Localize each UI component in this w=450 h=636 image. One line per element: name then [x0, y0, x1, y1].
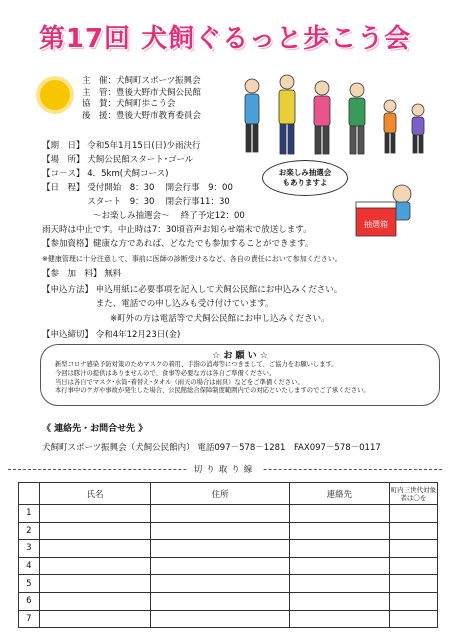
event-place: 【場 所】 犬飼公民館スタート･ゴール — [42, 155, 194, 165]
schedule-line-2: スタート 9：30 閉会行事11：30 — [42, 197, 230, 207]
row-number: 5 — [19, 575, 40, 593]
name-cell[interactable] — [39, 610, 150, 628]
three-gen-cell[interactable] — [389, 575, 437, 593]
name-cell[interactable] — [39, 557, 150, 575]
address-cell[interactable] — [151, 557, 290, 575]
three-gen-cell[interactable] — [389, 592, 437, 610]
address-cell[interactable] — [151, 610, 290, 628]
schedule-line-1: 【日 程】 受付開始 8：30 開会行事 9：00 — [42, 183, 233, 193]
cut-line-label: 切り取り線 — [188, 465, 263, 475]
event-date — [42, 140, 200, 152]
organizer-manager: 主 管：豊後大野市犬飼公民館 — [82, 87, 202, 98]
col-header-name: 氏名 — [39, 483, 150, 505]
contact-cell[interactable] — [290, 592, 390, 610]
method-line-1: 【申込方法】 申込用紙に必要事項を記入して犬飼公民館にお申込みください。 — [42, 285, 343, 295]
notice-line-4: 本行事中のケガや事故が発生した場合、公民館総合保障制度範囲内での対応といたしますのでご了承ください。 — [55, 387, 370, 395]
eligibility: 【参加資格】健康な方であれば、どなたでも参加することができます。 — [42, 239, 314, 249]
name-cell[interactable] — [39, 505, 150, 523]
name-cell[interactable] — [39, 575, 150, 593]
table-row — [19, 557, 438, 575]
contact-cell[interactable] — [290, 557, 390, 575]
three-gen-cell[interactable] — [389, 522, 437, 540]
contact-cell[interactable] — [290, 505, 390, 523]
sun-icon — [40, 80, 70, 110]
three-gen-cell[interactable] — [389, 505, 437, 523]
method-line-3: ※町外の方は電話等で犬飼公民館にお申し込みください。 — [42, 314, 330, 324]
table-row — [19, 522, 438, 540]
row-number: 1 — [19, 505, 40, 523]
application-form-table — [18, 482, 438, 628]
three-gen-cell[interactable] — [389, 540, 437, 558]
contact-details: 犬飼町スポーツ振興会（犬飼公民館内） 電話097－578－1281 FAX097－578－0117 — [42, 443, 381, 453]
bubble-line-2: もありますよ — [282, 178, 328, 187]
schedule-line-3: ～お楽しみ抽選会～ 終了予定12：00 — [42, 211, 245, 221]
address-cell[interactable] — [151, 505, 290, 523]
address-cell[interactable] — [151, 522, 290, 540]
event-course: 【コ－ス】 4．5km(犬飼コース) — [42, 169, 169, 179]
deadline: 【申込締切】 令和4年12月23日(金) — [42, 330, 181, 340]
col-header-number — [19, 483, 40, 505]
address-cell[interactable] — [151, 575, 290, 593]
notice-line-3: 当日は各自でマスク･水筒･着替え･タオル（雨天の場合は雨具）などをご準備ください。 — [55, 378, 304, 386]
notice-box — [40, 344, 440, 406]
table-row — [19, 575, 438, 593]
notice-title: ☆ お 願 い ☆ — [212, 351, 268, 361]
name-cell[interactable] — [39, 540, 150, 558]
organizer-list — [82, 76, 201, 122]
name-cell[interactable] — [39, 522, 150, 540]
method-line-2: また、電話での申し込みも受け付けています。 — [42, 299, 274, 309]
notice-line-2: 今回は豚汁の提供はありませんので、食事等必要な方は各自ご準備ください。 — [55, 369, 276, 377]
col-header-address: 住所 — [151, 483, 290, 505]
row-number: 6 — [19, 592, 40, 610]
contact-cell[interactable] — [290, 575, 390, 593]
table-row — [19, 540, 438, 558]
eligibility-note: ※健康管理に十分注意して、事前に医師の診断受けるなど、各自の責任において参加ください。 — [42, 255, 342, 263]
three-gen-cell[interactable] — [389, 610, 437, 628]
notice-line-1: 新型コロナ感染予防対策のためマスクの着用、手指の消毒等につきまして、ご協力をお願いします。 — [55, 361, 338, 368]
organizer-support: 後 援：豊後大野市教育委員会 — [82, 110, 202, 121]
walking-people-illustration — [232, 72, 442, 162]
fee: 【参 加 料】 無料 — [42, 269, 122, 279]
contact-cell[interactable] — [290, 610, 390, 628]
date-text: 【期 日】 令和5年1月15日(日)少雨決行 — [42, 141, 201, 151]
row-number: 2 — [19, 522, 40, 540]
three-gen-cell[interactable] — [389, 557, 437, 575]
contact-cell[interactable] — [290, 540, 390, 558]
rain-note: 雨天時は中止です。中止時は7：30頃音声お知らせ端末で放送します。 — [42, 225, 312, 235]
lottery-speech-bubble — [262, 160, 348, 196]
row-number: 7 — [19, 610, 40, 628]
contact-heading: 《 連絡先・お問合せ先 》 — [42, 424, 148, 434]
event-title: 第17回 犬飼ぐるっと歩こう会 — [38, 24, 412, 54]
organizer-host: 主 催：犬飼町スポーツ振興会 — [82, 76, 201, 86]
contact-cell[interactable] — [290, 522, 390, 540]
organizer-sponsor: 協 賛：犬飼町歩こう会 — [82, 99, 176, 109]
col-header-contact: 連絡先 — [290, 483, 390, 505]
row-number: 4 — [19, 557, 40, 575]
table-row — [19, 592, 438, 610]
name-cell[interactable] — [39, 592, 150, 610]
address-cell[interactable] — [151, 540, 290, 558]
table-row — [19, 610, 438, 628]
row-number: 3 — [19, 540, 40, 558]
col-header-three-gen: 町内三世代対象者は〇を — [389, 483, 437, 505]
address-cell[interactable] — [151, 592, 290, 610]
bubble-line-1: お楽しみ抽選会 — [278, 168, 332, 177]
lottery-box-illustration — [350, 180, 422, 242]
lottery-box-label: 抽選箱 — [364, 220, 388, 229]
table-row — [19, 505, 438, 523]
